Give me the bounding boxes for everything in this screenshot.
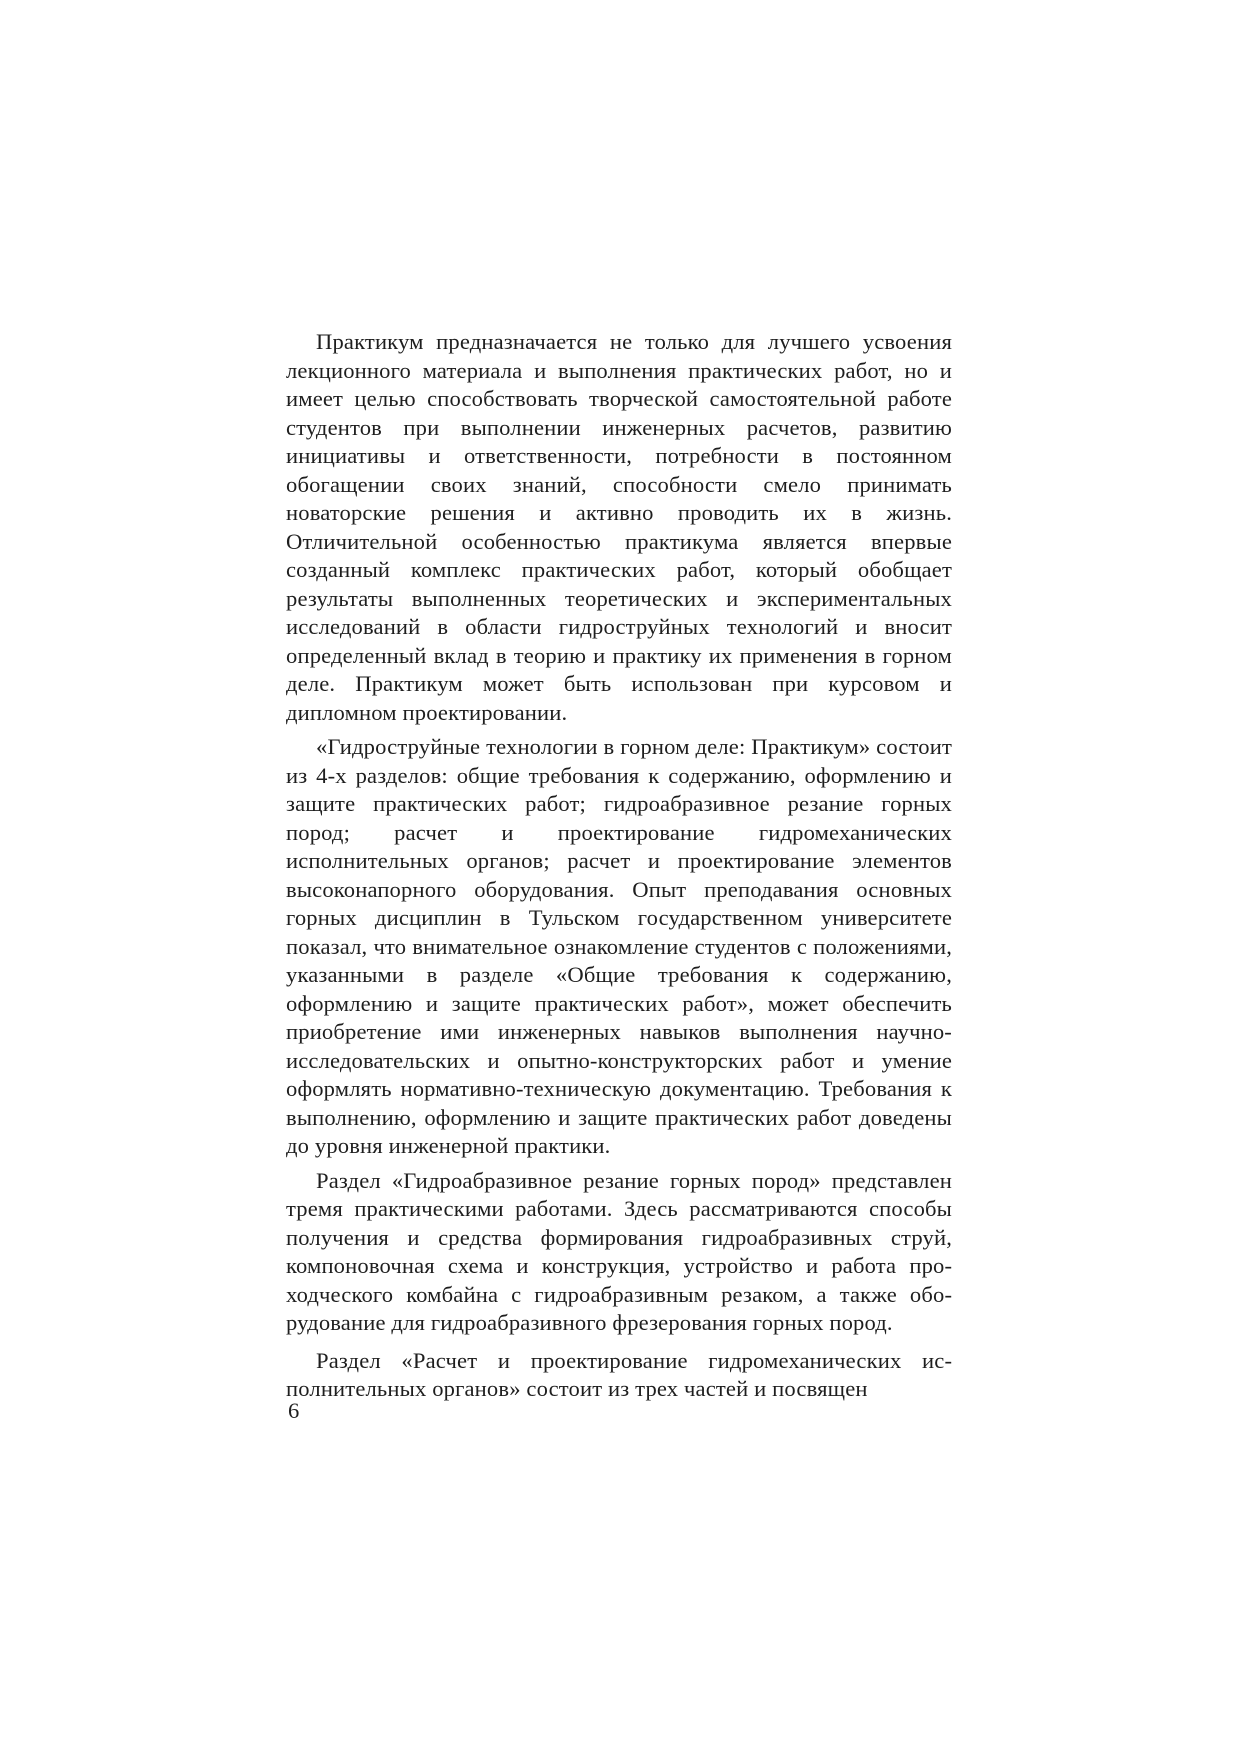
body-text (286, 328, 952, 1404)
paragraph-3: Раздел «Гидроабразивное резание горных пород» представлен тремя практическими работами. Здесь рассматриваются способы получения и средства формирования гидроабразивных струй, компоновочная схема и конструкция, устройство и работа проходческого комбайна с гидроабразивным резаком, а также оборудование для гидроабразивного фрезерования горных пород. (286, 1167, 952, 1335)
paragraph-1: Практикум предназначается не только для лучшего усвоения лекционного материала и выполнения практических работ, но и имеет целью способствовать творческой самостоятельной работе студентов при выполнении инженерных расчетов, развитию инициативы и ответственности, потребности в постоянном обогащении своих знаний, способности смело принимать новаторские решения и активно проводить их в жизнь. Отличительной особенностью практикума является впервые созданный комплекс практических работ, который обобщает результаты выполненных теоретических и экспериментальных исследований в области гидроструйных технологий и вносит определенный вклад в теорию и практику их применения в горном деле. Практикум может быть использован при курсовом и дипломном проектировании. (286, 329, 952, 725)
page-number: 6 (288, 1398, 300, 1423)
paragraph-4: Раздел «Расчет и проектирование гидромеханических исполнительных органов» состоит из трех частей и посвящен (286, 1347, 952, 1401)
paragraph-2: «Гидроструйные технологии в горном деле: Практикум» состоит из 4-х разделов: общие требования к содержанию, оформлению и защите практических работ; гидроабразивное резание горных пород; расчет и проектирование гидромеханических исполнительных органов; расчет и проектирование элементов высоконапорного оборудования. Опыт преподавания основных горных дисциплин в Тульском государственном университете показал, что внимательное ознакомление студентов с положениями, указанными в разделе «Общие требования к содержанию, оформлению и защите практических работ», может обеспечить приобретение ими инженерных навыков выполнения научно-исследовательских и опытно-конструкторских работ и умение оформлять нормативно-техническую документацию. Требования к выполнению, оформлению и защите практических работ доведены до уровня инженерной практики. (286, 734, 952, 1158)
